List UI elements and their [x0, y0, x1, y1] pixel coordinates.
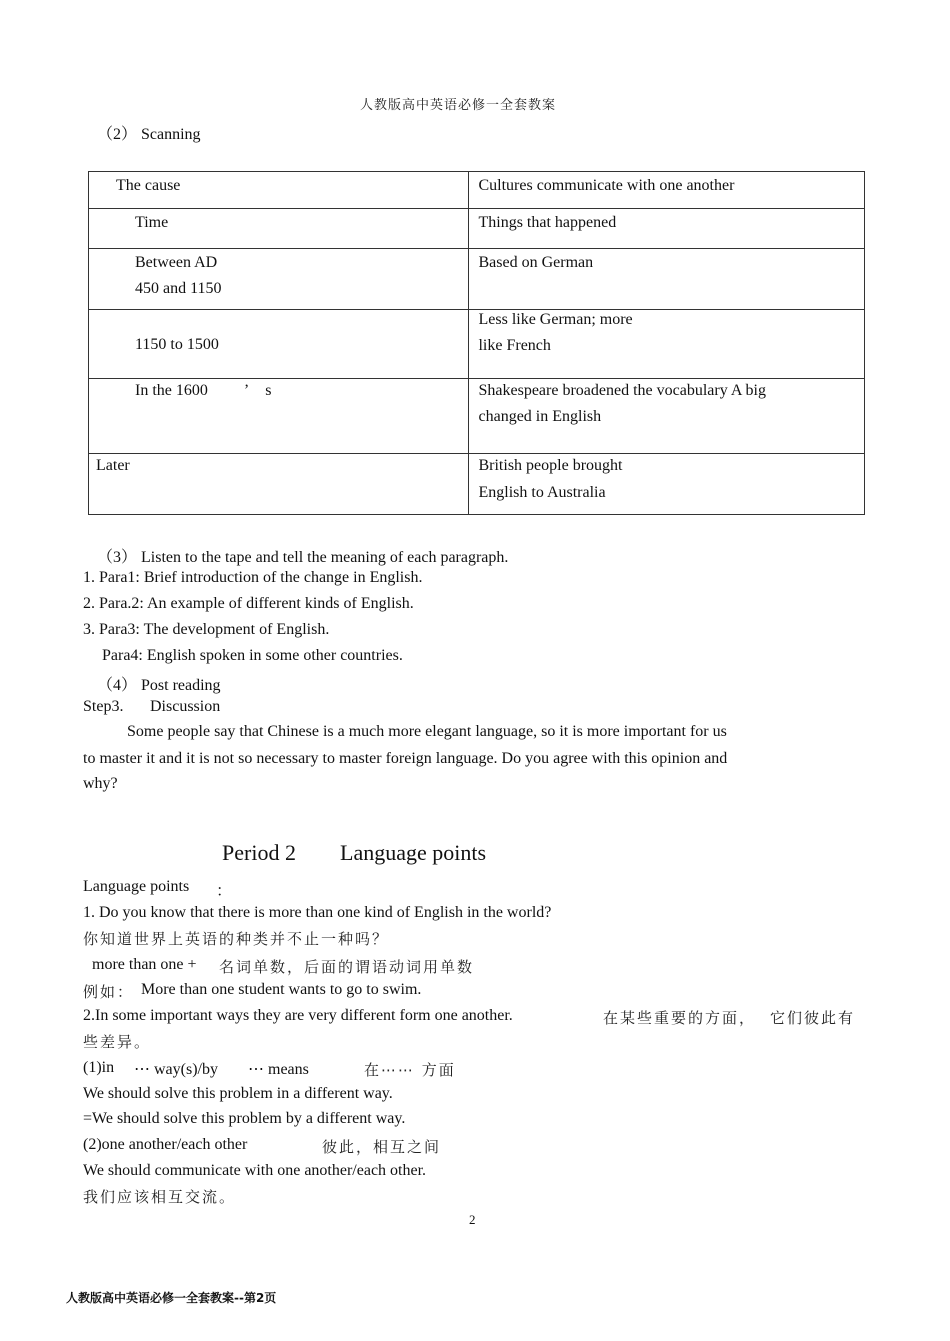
step3-title: Discussion [150, 698, 221, 715]
example-label: 例如： [83, 983, 135, 1001]
section-post-reading: （4） Post reading [97, 677, 221, 694]
cell-cause-value: Cultures communicate with one another [478, 177, 735, 194]
lp-label: Language points [83, 878, 190, 895]
section-scanning-label: （2） Scanning [97, 126, 201, 143]
lp-question-2-cn-b: 它们彼此有 [770, 1009, 856, 1027]
note-cn: 名词单数，后面的谓语动词用单数 [219, 958, 475, 976]
cell-time-line2: 450 and 1150 [135, 280, 222, 297]
cell-event-line2: English to Australia [478, 484, 606, 501]
list-item: 3. Para3: The development of English. [83, 621, 330, 638]
scanning-table [88, 171, 865, 515]
table-row [89, 172, 865, 209]
lp-question-1-cn: 你知道世界上英语的种类并不止一种吗？ [83, 930, 390, 948]
table-row [89, 379, 865, 454]
lp-question-2-cn-a: 在某些重要的方面， [603, 1009, 757, 1027]
cell-later: Later [96, 457, 130, 474]
cell-cause: The cause [116, 177, 181, 194]
page-number: 2 [469, 1212, 476, 1227]
example-text: =We should solve this problem by a different way. [83, 1110, 406, 1127]
note-en: more than one + [92, 956, 197, 973]
cell-time-1600s-b: ’ [243, 382, 250, 399]
phrase-1-a: (1)in [83, 1059, 115, 1076]
discussion-line: to master it and it is not so necessary to master foreign language. Do you agree with this opinion and [83, 750, 728, 767]
lp-colon: ： [216, 883, 233, 900]
discussion-line: why? [83, 775, 118, 792]
cell-event-line1: British people brought [478, 457, 623, 474]
cell-time-1600s-a: In the 1600 [135, 382, 208, 399]
lp-question-1: 1. Do you know that there is more than one kind of English in the world? [83, 904, 552, 921]
phrase-1-c: ⋯ means [248, 1061, 309, 1078]
page-header: 人教版高中英语必修一全套教案 [360, 98, 557, 113]
table-row [89, 249, 865, 310]
cell-things-header: Things that happened [478, 214, 617, 231]
cell-time-header: Time [135, 214, 169, 231]
cell-event-line1: Less like German; more [478, 311, 633, 328]
step3-label: Step3. [83, 698, 124, 715]
period-subtitle: Language points [340, 840, 487, 865]
cell-time: 1150 to 1500 [135, 336, 219, 353]
page-footer: 人教版高中英语必修一全套教案--第2页 [66, 1291, 277, 1305]
cell-time-line1: Between AD [135, 254, 218, 271]
phrase-2-cn: 彼此，相互之间 [322, 1138, 442, 1156]
discussion-line: Some people say that Chinese is a much more elegant language, so it is more important for us [127, 723, 727, 740]
lp-question-2-cn-c: 些差异。 [83, 1033, 152, 1051]
example-text: More than one student wants to go to swim. [141, 981, 422, 998]
cell-event-line2: like French [478, 337, 551, 354]
example-text: We should communicate with one another/each other. [83, 1162, 427, 1179]
cell-event: Based on German [478, 254, 594, 271]
section-listen-heading: （3） Listen to the tape and tell the meaning of each paragraph. [97, 549, 509, 566]
phrase-2: (2)one another/each other [83, 1136, 248, 1153]
lp-question-2: 2.In some important ways they are very different form one another. [83, 1007, 513, 1024]
table-row [89, 209, 865, 249]
cell-time-1600s [135, 378, 514, 404]
table-row [89, 454, 865, 515]
example-text-cn: 我们应该相互交流。 [83, 1188, 237, 1206]
phrase-1-cn: 在⋯⋯ 方面 [364, 1061, 456, 1079]
cell-event-line1: Shakespeare broadened the vocabulary A big [478, 382, 766, 399]
example-text: We should solve this problem in a different way. [83, 1085, 393, 1102]
phrase-1-b: ⋯ way(s)/by [134, 1061, 218, 1078]
cell-time-1600s-c: s [265, 382, 272, 399]
list-item: 2. Para.2: An example of different kinds of English. [83, 595, 414, 612]
period-title: Period 2 [222, 840, 296, 865]
table-row [89, 310, 865, 379]
cell-event-line2: changed in English [478, 408, 602, 425]
list-item: Para4: English spoken in some other countries. [102, 647, 403, 664]
list-item: 1. Para1: Brief introduction of the change in English. [83, 569, 423, 586]
